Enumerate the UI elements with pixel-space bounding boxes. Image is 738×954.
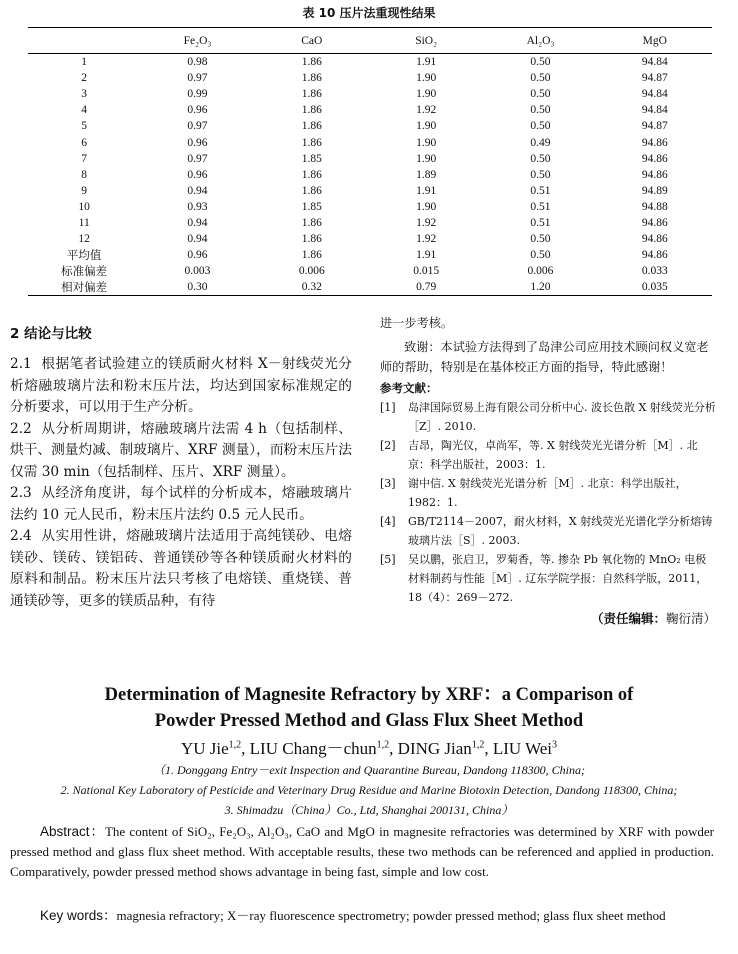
value-cell: 1.86 <box>301 72 322 85</box>
row-label-cell: 7 <box>81 152 88 165</box>
value-cell: 1.90 <box>416 88 437 101</box>
value-cell: 0.79 <box>369 279 483 296</box>
reference-item <box>380 474 716 512</box>
value-cell: 1.90 <box>416 152 437 165</box>
author-list: YU Jie$^{1,2}$, LIU Chang－chun$^{1,2}$, DING Jian$^{1,2}$, LIU Wei$^3$ <box>180 739 558 758</box>
table-title: 表 10 压片法重现性结果 <box>302 6 436 20</box>
row-label-cell: 12 <box>78 233 90 246</box>
value-cell: 0.96 <box>187 249 208 262</box>
reference-text: 吉昂，陶光仪，卓尚军，等. X 射线荧光光谱分析［M］. 北京：科学出版社，2003：1. <box>408 439 698 471</box>
author-name: LIU Chang－chun <box>249 739 377 758</box>
value-cell: 0.50 <box>530 152 551 165</box>
table-row <box>28 102 712 118</box>
table-row <box>28 54 712 71</box>
continuation-text: 进一步考核。 <box>380 316 454 330</box>
row-label-cell: 8 <box>81 168 88 181</box>
value-cell: 1.90 <box>416 136 437 149</box>
value-cell: 1.20 <box>483 279 597 296</box>
english-title-line1: Determination of Magnesite Refractory by XRF：a Comparison of <box>104 685 634 705</box>
reference-number: [3] <box>380 477 396 490</box>
affiliation-1: （1. Donggang Entry－exit Inspection and Quarantine Bureau, Dandong 118300, China; <box>153 763 585 777</box>
value-cell: 94.84 <box>641 104 668 117</box>
value-cell: 0.99 <box>187 88 208 101</box>
reference-item <box>380 398 716 436</box>
author-name: DING Jian <box>397 739 472 758</box>
value-cell: 0.50 <box>530 104 551 117</box>
author-name: YU Jie <box>180 739 229 758</box>
affiliation-2: 2. National Key Laboratory of Pesticide and Veterinary Drug Residue and Marine Biotoxin Detection, Dandong 118300, China; <box>60 783 678 797</box>
reference-text: 吴以鹏，张启卫，罗菊香，等. 掺杂 Pb 氧化物的 MnO₂ 电极材料制药与性能［M］. 辽东学院学报：自然科学版，2011，18（4）：269－272. <box>408 553 708 604</box>
value-cell: 94.86 <box>641 249 668 262</box>
value-cell: 94.87 <box>641 72 668 85</box>
table-row <box>28 70 712 86</box>
english-title-line2: Powder Pressed Method and Glass Flux Sheet Method <box>154 711 584 731</box>
value-cell: 1.86 <box>301 88 322 101</box>
value-cell: 94.89 <box>641 184 668 197</box>
right-column <box>380 313 716 627</box>
author-name: LIU Wei <box>492 739 553 758</box>
value-cell: 0.96 <box>187 168 208 181</box>
conclusion-2-4: 2.4 从实用性讲，熔融玻璃片法适用于高纯镁砂、电熔镁砂、镁砖、镁铝砖、普通镁砂等各种镁质耐火材料的原料和制品。粉末压片法只考核了电熔镁、重烧镁、普通镁砂等，更多的镁质品种，有待 <box>10 528 352 609</box>
value-cell: 1.90 <box>416 72 437 85</box>
conclusion-body <box>10 354 352 612</box>
value-cell: 0.97 <box>187 152 208 165</box>
abstract <box>10 822 714 882</box>
table-header-cell: CaO <box>255 28 369 54</box>
table-header-cell: Fe₂O₃ <box>140 28 254 54</box>
value-cell: 94.87 <box>641 120 668 133</box>
row-label-cell: 相对偏差 <box>28 279 140 296</box>
keywords-label: Key words： <box>40 908 117 923</box>
value-cell: 1.86 <box>301 184 322 197</box>
table-row <box>28 199 712 215</box>
value-cell: 0.50 <box>530 88 551 101</box>
value-cell: 0.94 <box>187 216 208 229</box>
table-header-cell: MgO <box>598 28 712 54</box>
results-table <box>28 27 712 296</box>
row-label-cell: 5 <box>81 120 88 133</box>
value-cell: 1.92 <box>416 104 437 117</box>
value-cell: 0.30 <box>140 279 254 296</box>
value-cell: 94.86 <box>641 136 668 149</box>
value-cell: 1.85 <box>301 152 322 165</box>
reference-text: 岛津国际贸易上海有限公司分析中心. 波长色散 X 射线荧光分析［Z］. 2010. <box>408 401 716 433</box>
keywords <box>10 906 714 926</box>
value-cell: 94.86 <box>641 233 668 246</box>
table-row <box>28 151 712 167</box>
value-cell: 1.89 <box>416 168 437 181</box>
value-cell: 0.006 <box>298 265 325 278</box>
references-list <box>380 398 716 607</box>
value-cell: 0.50 <box>530 249 551 262</box>
table-body <box>28 54 712 296</box>
value-cell: 94.86 <box>641 168 668 181</box>
acknowledgement: 致谢：本试验方法得到了岛津公司应用技术顾问权义宽老师的帮助，特别是在基体校正方面的指导，特此感谢！ <box>380 340 709 374</box>
value-cell: 1.85 <box>301 200 322 213</box>
value-cell: 0.49 <box>530 136 551 149</box>
editor-note <box>380 609 716 627</box>
author-affiliation-marker: 3 <box>552 739 558 751</box>
value-cell: 94.84 <box>641 56 668 69</box>
value-cell: 94.84 <box>641 88 668 101</box>
value-cell: 1.91 <box>416 184 437 197</box>
row-label-cell: 标准偏差 <box>61 266 108 279</box>
value-cell: 1.90 <box>416 120 437 133</box>
table-row <box>28 215 712 231</box>
row-label-cell: 3 <box>81 88 88 101</box>
table-header-cell: SiO₂ <box>369 28 483 54</box>
value-cell: 94.86 <box>641 216 668 229</box>
row-label-cell: 11 <box>78 216 90 229</box>
table-header-cell <box>28 28 140 54</box>
value-cell: 0.93 <box>187 200 208 213</box>
value-cell: 94.88 <box>641 200 668 213</box>
author-affiliation-marker: 1,2 <box>471 739 485 751</box>
table-header-row <box>28 28 712 54</box>
value-cell: 0.015 <box>413 265 440 278</box>
value-cell: 0.50 <box>530 56 551 69</box>
row-label-cell: 1 <box>81 56 88 69</box>
value-cell: 0.50 <box>530 233 551 246</box>
row-label-cell: 平均值 <box>66 250 102 263</box>
author-affiliation-marker: 1,2 <box>376 739 390 751</box>
value-cell: 0.98 <box>187 56 208 69</box>
reference-text: GB/T2114－2007，耐火材料，X 射线荧光光谱化学分析熔铸玻璃片法［S］. 2003. <box>408 515 713 547</box>
value-cell: 1.86 <box>301 249 322 262</box>
reference-number: [2] <box>380 439 396 452</box>
value-cell: 1.86 <box>301 104 322 117</box>
value-cell: 0.51 <box>530 184 551 197</box>
editor-name: 鞠衍清） <box>665 611 716 626</box>
table-row <box>28 134 712 150</box>
value-cell: 1.91 <box>416 249 437 262</box>
author-affiliation-marker: 1,2 <box>228 739 242 751</box>
value-cell: 0.033 <box>641 265 668 278</box>
section-heading: 2 结论与比较 <box>10 326 92 342</box>
value-cell: 94.86 <box>641 152 668 165</box>
reference-number: [1] <box>380 401 396 414</box>
value-cell: 1.90 <box>416 200 437 213</box>
row-label-cell: 6 <box>81 136 88 149</box>
table-row <box>28 183 712 199</box>
table-row <box>28 167 712 183</box>
conclusion-2-2: 2.2 从分析周期讲，熔融玻璃片法需 4 h（包括制样、烘干、测量灼减、制玻璃片、XRF 测量），而粉末压片法仅需 30 min（包括制样、压片、XRF 测量）。 <box>10 420 352 480</box>
table-row <box>28 86 712 102</box>
reference-number: [4] <box>380 515 396 528</box>
value-cell: 1.86 <box>301 168 322 181</box>
value-cell: 0.035 <box>598 279 712 296</box>
value-cell: 1.92 <box>416 233 437 246</box>
editor-label: （责任编辑： <box>590 611 666 626</box>
reference-item <box>380 512 716 550</box>
value-cell: 0.94 <box>187 184 208 197</box>
row-label-cell: 4 <box>81 104 88 117</box>
table-row <box>28 231 712 247</box>
reference-number: [5] <box>380 553 396 566</box>
conclusion-2-3: 2.3 从经济角度讲，每个试样的分析成本，熔融玻璃片法约 10 元人民币，粉末压片法约 0.5 元人民币。 <box>10 485 352 523</box>
conclusion-2-1: 2.1 根据笔者试验建立的镁质耐火材料 X－射线荧光分析熔融玻璃片法和粉末压片法，均达到国家标准规定的分析要求，可以用于生产分析。 <box>10 356 352 415</box>
value-cell: 1.86 <box>301 136 322 149</box>
keywords-text: magnesia refractory; X－ray fluorescence spectrometry; powder pressed method; glass flux sheet method <box>116 908 666 923</box>
value-cell: 0.94 <box>187 233 208 246</box>
value-cell: 0.50 <box>530 72 551 85</box>
value-cell: 1.86 <box>301 233 322 246</box>
value-cell: 0.003 <box>184 265 211 278</box>
value-cell: 0.51 <box>530 216 551 229</box>
value-cell: 1.86 <box>301 120 322 133</box>
row-label-cell: 10 <box>78 200 90 213</box>
table-header-cell: Al₂O₃ <box>483 28 597 54</box>
value-cell: 0.50 <box>530 120 551 133</box>
abstract-label: Abstract： <box>40 824 105 839</box>
reference-item <box>380 436 716 474</box>
value-cell: 0.51 <box>530 200 551 213</box>
row-label-cell: 9 <box>81 184 88 197</box>
references-heading: 参考文献： <box>380 381 438 395</box>
row-label-cell: 2 <box>81 72 88 85</box>
value-cell: 1.91 <box>416 56 437 69</box>
table-row <box>28 279 712 296</box>
value-cell: 0.50 <box>530 168 551 181</box>
value-cell: 0.96 <box>187 104 208 117</box>
reference-item <box>380 550 716 607</box>
value-cell: 0.006 <box>527 265 554 278</box>
table-row <box>28 247 712 263</box>
value-cell: 1.86 <box>301 216 322 229</box>
abstract-text: The content of SiO₂, Fe₂O₃, Al₂O₃, CaO and MgO in magnesite refractories was determined by XRF with powder pressed method and glass flux sheet method. With acceptable results, these two methods can be referenced and applied in production. Comparatively, powder pressed method shows advantage in being fast, simple and low cost. <box>10 824 714 879</box>
value-cell: 0.96 <box>187 136 208 149</box>
value-cell: 0.97 <box>187 72 208 85</box>
table-row <box>28 118 712 134</box>
reference-text: 谢中信. X 射线荧光光谱分析［M］. 北京：科学出版社，1982：1. <box>408 477 687 509</box>
value-cell: 1.92 <box>416 216 437 229</box>
affiliation-3: 3. Shimadzu（China）Co., Ltd, Shanghai 200131, China） <box>224 803 514 817</box>
value-cell: 1.86 <box>301 56 322 69</box>
table-row <box>28 263 712 279</box>
value-cell: 0.97 <box>187 120 208 133</box>
value-cell: 0.32 <box>255 279 369 296</box>
